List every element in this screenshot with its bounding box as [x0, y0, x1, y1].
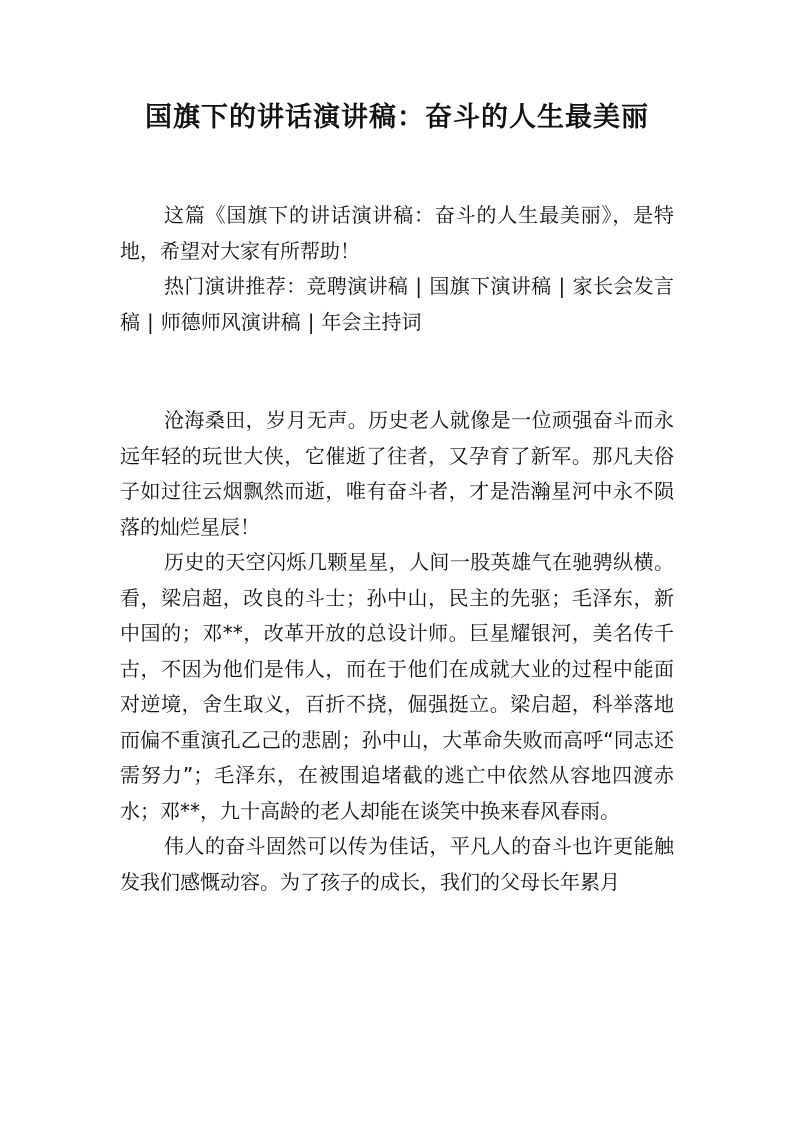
speech-body [120, 403, 674, 900]
recommend-link-parent-meeting-speech[interactable]: 家长会发言稿 [120, 274, 675, 334]
recommend-link-annual-meeting-host[interactable]: 年会主持词 [321, 309, 422, 334]
body-paragraph-3: 伟人的奋斗固然可以传为佳话，平凡人的奋斗也许更能触发我们感慨动容。为了孩子的成长，我们的父母长年累月 [120, 834, 674, 894]
recommend-link-competition-speech[interactable]: 竞聘演讲稿 [306, 274, 409, 298]
body-paragraph-1: 沧海桑田，岁月无声。历史老人就像是一位顽强奋斗而永远年轻的玩世大侠，它催逝了往者，又孕育了新军。那凡夫俗子如过往云烟飘然而逝，唯有奋斗者，才是浩瀚星河中永不陨落的灿烂星辰！ [120, 408, 674, 539]
recommend-separator: | [307, 309, 315, 334]
recommend-link-flag-speech[interactable]: 国旗下演讲稿 [429, 274, 552, 298]
intro-section [120, 198, 674, 340]
recommend-label: 热门演讲推荐： [164, 274, 307, 298]
recommend-separator: | [415, 274, 423, 298]
recommend-separator: | [147, 309, 154, 334]
intro-paragraph: 这篇《国旗下的讲话演讲稿：奋斗的人生最美丽》，是特地，希望对大家有所帮助！ [120, 203, 674, 263]
recommend-link-teacher-ethics-speech[interactable]: 师德师风演讲稿 [160, 309, 301, 334]
recommend-separator: | [558, 274, 566, 298]
document-title: 国旗下的讲话演讲稿：奋斗的人生最美丽 [145, 102, 649, 133]
body-paragraph-2: 历史的天空闪烁几颗星星，人间一股英雄气在驰骋纵横。看，梁启超，改良的斗士；孙中山，民主的先驱；毛泽东，新中国的；邓**，改革开放的总设计师。巨星耀银河，美名传千古，不因为他们是伟人，而在于他们在成就大业的过程中能面对逆境，舍生取义，百折不挠，倔强挺立。梁启超，科举落地而偏不重演孔乙己的悲剧；孙中山，大革命失败而高呼“同志还需努力”；毛泽东，在被围追堵截的逃亡中依然从容地四渡赤水；邓**，九十高龄的老人却能在谈笑中换来春风春雨。 [120, 550, 674, 823]
recommend-line [120, 269, 674, 340]
